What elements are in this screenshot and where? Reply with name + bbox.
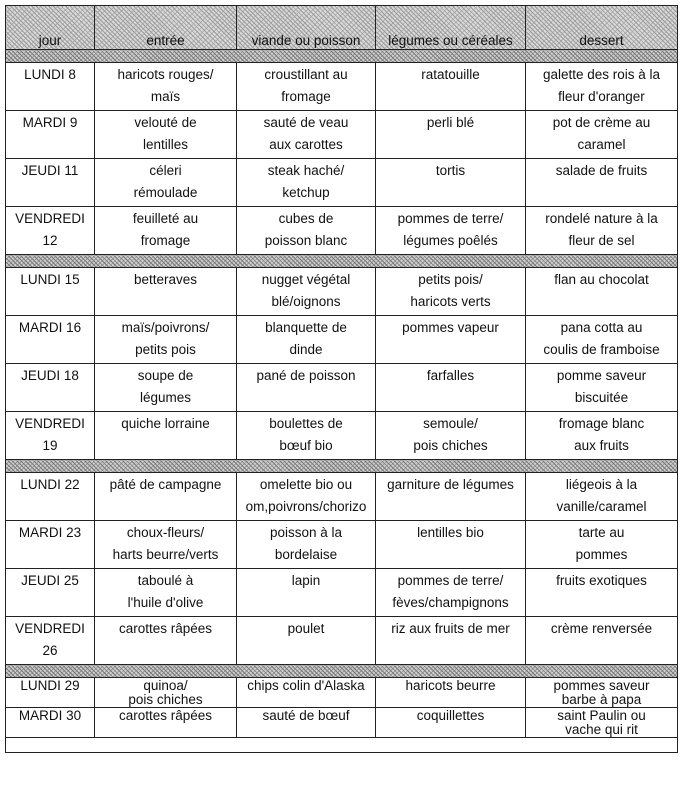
cell-line: nugget végétal	[261, 272, 351, 287]
cell-legumes	[376, 473, 526, 521]
empty-footer-row	[6, 738, 678, 753]
cell-legumes	[376, 708, 526, 738]
cell-line: haricots beurre	[405, 678, 496, 693]
cell-line: LUNDI 8	[24, 67, 76, 82]
cell-line: sauté de veau	[263, 115, 349, 130]
cell-dessert	[526, 207, 678, 255]
cell-jour	[6, 521, 95, 569]
day-row	[6, 316, 678, 364]
cell-line: JEUDI 18	[21, 368, 79, 383]
week-separator-bar	[6, 460, 678, 473]
cell-jour	[6, 708, 95, 738]
cell-line: légumes poêlés	[403, 233, 498, 248]
cell-line: flan au chocolat	[554, 272, 649, 287]
cell-line: quiche lorraine	[121, 416, 210, 431]
cell-line: croustillant au	[264, 67, 348, 82]
day-row	[6, 412, 678, 460]
cell-line: maïs/poivrons/	[121, 320, 210, 335]
cell-line: chips colin d'Alaska	[247, 678, 365, 693]
cell-line: betteraves	[133, 272, 198, 287]
cell-line: vanille/caramel	[556, 499, 647, 514]
cell-line: lentilles	[142, 137, 189, 152]
day-row	[6, 473, 678, 521]
cell-line: VENDREDI	[15, 416, 85, 431]
cell-line: rondelé nature à la	[545, 211, 658, 226]
cell-line: om,poivrons/chorizo	[245, 499, 367, 514]
day-row	[6, 521, 678, 569]
day-row	[6, 617, 678, 665]
cell-line: aux fruits	[574, 438, 629, 453]
cell-line: harts beurre/verts	[112, 547, 219, 562]
cell-line: pommes vapeur	[402, 320, 499, 335]
cell-line: tortis	[435, 163, 466, 178]
cell-line: céleri	[149, 163, 182, 178]
cell-line: LUNDI 15	[20, 272, 80, 287]
cell-line: VENDREDI	[15, 621, 85, 636]
cell-dessert	[526, 708, 678, 738]
cell-viande	[237, 708, 376, 738]
cell-line: pana cotta au	[560, 320, 643, 335]
cell-line: salade de fruits	[555, 163, 648, 178]
cell-legumes	[376, 569, 526, 617]
cell-line: pomme saveur	[556, 368, 647, 383]
cell-line: caramel	[577, 137, 626, 152]
cell-entree	[95, 159, 237, 207]
day-row	[6, 63, 678, 111]
cell-line: vache qui rit	[565, 722, 638, 737]
cell-legumes	[376, 63, 526, 111]
cell-line: petits pois	[135, 342, 196, 357]
cell-dessert	[526, 63, 678, 111]
cell-line: pois chiches	[413, 438, 488, 453]
cell-line: maïs	[150, 89, 181, 104]
cell-line: lentilles bio	[417, 525, 484, 540]
cell-line: fromage blanc	[558, 416, 645, 431]
cell-line: aux carottes	[269, 137, 343, 152]
cell-line: choux-fleurs/	[126, 525, 205, 540]
cell-entree	[95, 473, 237, 521]
cell-line: l'huile d'olive	[127, 595, 204, 610]
cell-line: saint Paulin ou	[557, 708, 646, 723]
empty-footer-cell	[6, 738, 678, 753]
cell-line: LUNDI 29	[20, 678, 80, 693]
cell-line: crème renversée	[550, 621, 653, 636]
cell-line: haricots verts	[410, 294, 491, 309]
cell-line: poisson à la	[269, 525, 343, 540]
cell-line: VENDREDI	[15, 211, 85, 226]
week-separator	[6, 255, 678, 268]
day-row	[6, 708, 678, 738]
week-separator	[6, 460, 678, 473]
cell-viande	[237, 569, 376, 617]
cell-viande	[237, 316, 376, 364]
cell-line: pommes de terre/	[397, 211, 504, 226]
cell-dessert	[526, 111, 678, 159]
cell-line: tarte au	[578, 525, 625, 540]
cell-viande	[237, 617, 376, 665]
cell-jour	[6, 412, 95, 460]
cell-line: feuilleté au	[132, 211, 199, 226]
header-legumes: légumes ou céréales	[376, 6, 526, 50]
day-row	[6, 569, 678, 617]
cell-dessert	[526, 473, 678, 521]
cell-entree	[95, 316, 237, 364]
week-separator	[6, 50, 678, 63]
header-dessert: dessert	[526, 6, 678, 50]
day-row	[6, 207, 678, 255]
cell-dessert	[526, 617, 678, 665]
cell-legumes	[376, 678, 526, 708]
cell-jour	[6, 364, 95, 412]
cell-line: pané de poisson	[256, 368, 356, 383]
cell-viande	[237, 473, 376, 521]
cell-jour	[6, 569, 95, 617]
cell-viande	[237, 412, 376, 460]
cell-line: blanquette de	[265, 320, 347, 335]
cell-jour	[6, 473, 95, 521]
cell-line: steak haché/	[267, 163, 345, 178]
cell-dessert	[526, 569, 678, 617]
cell-legumes	[376, 159, 526, 207]
cell-line: pommes	[575, 547, 628, 562]
cell-dessert	[526, 159, 678, 207]
cell-line: bœuf bio	[279, 438, 333, 453]
cell-entree	[95, 617, 237, 665]
cell-line: fèves/champignons	[392, 595, 509, 610]
cell-line: soupe de	[137, 368, 194, 383]
cell-viande	[237, 678, 376, 708]
cell-entree	[95, 521, 237, 569]
cell-legumes	[376, 207, 526, 255]
cell-entree	[95, 569, 237, 617]
cell-line: fleur d'oranger	[558, 89, 645, 104]
cell-line: cubes de	[278, 211, 334, 226]
cell-viande	[237, 521, 376, 569]
cell-viande	[237, 111, 376, 159]
cell-line: omelette bio ou	[259, 477, 353, 492]
cell-dessert	[526, 364, 678, 412]
cell-line: MARDI 30	[18, 708, 82, 723]
cell-line: MARDI 16	[18, 320, 82, 335]
cell-line: MARDI 9	[22, 115, 78, 130]
cell-line: LUNDI 22	[20, 477, 80, 492]
day-row	[6, 678, 678, 708]
week-separator	[6, 665, 678, 678]
cell-line: pois chiches	[128, 692, 203, 707]
cell-entree	[95, 268, 237, 316]
header-entree: entrée	[95, 6, 237, 50]
cell-line: fromage	[140, 233, 191, 248]
cell-legumes	[376, 521, 526, 569]
menu-table	[5, 5, 678, 753]
day-row	[6, 159, 678, 207]
cell-line: poulet	[287, 621, 325, 636]
cell-jour	[6, 159, 95, 207]
cell-line: riz aux fruits de mer	[391, 621, 510, 636]
cell-line: carottes râpées	[118, 621, 213, 636]
cell-line: quinoa/	[143, 678, 188, 693]
cell-legumes	[376, 412, 526, 460]
cell-line: biscuitée	[574, 390, 629, 405]
cell-entree	[95, 708, 237, 738]
cell-line: velouté de	[134, 115, 197, 130]
cell-legumes	[376, 364, 526, 412]
cell-line: taboulé à	[137, 573, 194, 588]
cell-viande	[237, 364, 376, 412]
cell-line: ketchup	[282, 185, 330, 200]
week-separator-bar	[6, 665, 678, 678]
cell-entree	[95, 364, 237, 412]
cell-line: petits pois/	[418, 272, 483, 287]
cell-line: coulis de framboise	[543, 342, 660, 357]
cell-line: JEUDI 25	[21, 573, 79, 588]
cell-line: coquillettes	[416, 708, 485, 723]
cell-line: perli blé	[426, 115, 475, 130]
cell-entree	[95, 207, 237, 255]
cell-line: ratatouille	[421, 67, 480, 82]
cell-entree	[95, 63, 237, 111]
menu-body	[6, 50, 678, 753]
cell-dessert	[526, 316, 678, 364]
day-row	[6, 111, 678, 159]
cell-dessert	[526, 268, 678, 316]
cell-line: 19	[42, 438, 58, 453]
cell-line: poisson blanc	[264, 233, 348, 248]
cell-line: carottes râpées	[118, 708, 213, 723]
cell-jour	[6, 617, 95, 665]
cell-line: semoule/	[423, 416, 478, 431]
cell-line: pot de crème au	[552, 115, 651, 130]
cell-legumes	[376, 268, 526, 316]
cell-viande	[237, 63, 376, 111]
cell-line: lapin	[291, 573, 321, 588]
cell-viande	[237, 207, 376, 255]
cell-line: boulettes de	[269, 416, 343, 431]
cell-line: dinde	[289, 342, 323, 357]
cell-line: JEUDI 11	[21, 163, 79, 178]
header-viande: viande ou poisson	[237, 6, 376, 50]
cell-line: MARDI 23	[18, 525, 82, 540]
cell-line: pommes saveur	[553, 678, 650, 693]
cell-line: blé/oignons	[271, 294, 341, 309]
cell-legumes	[376, 617, 526, 665]
cell-line: fruits exotiques	[556, 573, 647, 588]
cell-legumes	[376, 111, 526, 159]
cell-viande	[237, 159, 376, 207]
cell-entree	[95, 412, 237, 460]
cell-jour	[6, 111, 95, 159]
cell-line: fleur de sel	[568, 233, 635, 248]
cell-line: bordelaise	[274, 547, 338, 562]
cell-jour	[6, 207, 95, 255]
cell-line: sauté de bœuf	[262, 708, 350, 723]
cell-dessert	[526, 521, 678, 569]
cell-dessert	[526, 678, 678, 708]
cell-line: haricots rouges/	[117, 67, 214, 82]
day-row	[6, 268, 678, 316]
cell-jour	[6, 268, 95, 316]
cell-line: liégeois à la	[565, 477, 638, 492]
cell-line: garniture de légumes	[387, 477, 514, 492]
cell-jour	[6, 678, 95, 708]
cell-jour	[6, 63, 95, 111]
week-separator-bar	[6, 255, 678, 268]
cell-line: légumes	[139, 390, 192, 405]
cell-line: 12	[42, 233, 58, 248]
cell-viande	[237, 268, 376, 316]
cell-line: pâté de campagne	[109, 477, 222, 492]
cell-entree	[95, 678, 237, 708]
cell-jour	[6, 316, 95, 364]
header-row	[6, 6, 678, 50]
cell-line: farfalles	[426, 368, 475, 383]
cell-legumes	[376, 316, 526, 364]
cell-dessert	[526, 412, 678, 460]
cell-line: barbe à papa	[561, 692, 642, 707]
week-separator-bar	[6, 50, 678, 63]
cell-line: galette des rois à la	[542, 67, 661, 82]
cell-line: rémoulade	[133, 185, 198, 200]
header-jour: jour	[6, 6, 95, 50]
cell-line: pommes de terre/	[397, 573, 504, 588]
cell-entree	[95, 111, 237, 159]
cell-line: fromage	[281, 89, 331, 104]
day-row	[6, 364, 678, 412]
cell-line: 26	[42, 643, 58, 658]
